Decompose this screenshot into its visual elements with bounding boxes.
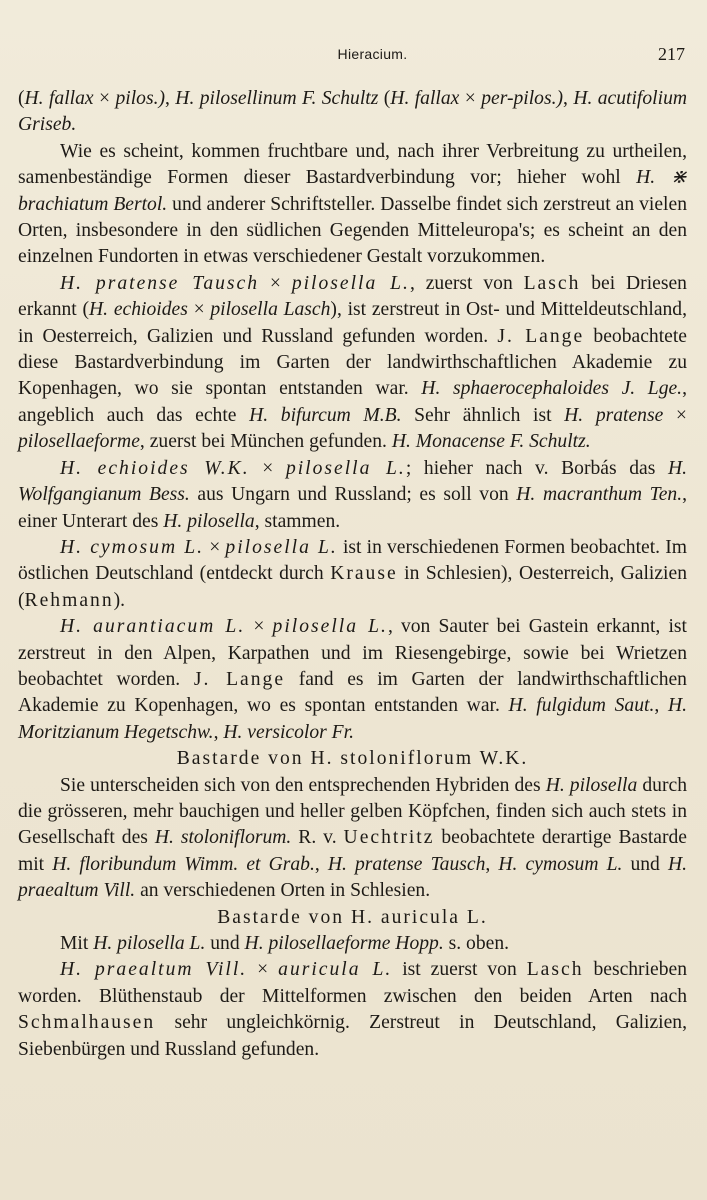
section-heading-auricula: Bastarde von H. auricula L. — [217, 906, 488, 928]
section-heading-stoloniflorum: Bastarde von H. stoloniflorum W.K. — [176, 748, 529, 770]
page-header — [18, 0, 687, 64]
paragraph-echioides-pilosella: H. echioides W.K. × pilosella L.; hieher nach v. Borbás das H. Wolfgangianum Bess. aus Ungarn und Russland; es soll von H. macranthum Ten., einer Unterart des H. pilosella, stammen. — [18, 457, 688, 532]
paragraph-synonyms: (H. fallax × pilos.), H. pilosellinum F. Schultz (H. fallax × per-pilos.), H. acutifolium Griseb. — [18, 88, 688, 136]
paragraph-pratense-pilosella: H. pratense Tausch × pilosella L., zuerst von Lasch bei Driesen erkannt (H. echioides × pilosella Lasch), ist zerstreut in Ost- und Mitteldeutschland, in Oesterreich, Galizien und Russland gefunden worden. J. Lange beobachtete diese Bastardverbindung im Garten der landwirthschaftlichen Akademie zu Kopenhagen, wo sie spontan entstanden war. H. sphaerocephaloides J. Lge., angeblich auch das echte H. bifurcum M.B. Sehr ähnlich ist H. pratense × pilosellaeforme, zuerst bei München gefunden. H. Monacense F. Schultz. — [18, 272, 688, 453]
paragraph-aurantiacum-pilosella: H. aurantiacum L. × pilosella L., von Sauter bei Gastein erkannt, ist zerstreut in den Alpen, Karpathen und im Riesengebirge, sowie bei Wrietzen beobachtet worden. J. Lange fand es im Garten der landwirthschaftlichen Akademie zu Kopenhagen, wo es spontan entstanden war. H. fulgidum Saut., H. Moritzianum Hegetschw., H. versicolor Fr. — [18, 616, 687, 743]
page-body — [18, 86, 687, 1063]
paragraph-praealtum-auricula: H. praealtum Vill. × auricula L. ist zuerst von Lasch beschrieben worden. Blüthenstaub der Mittelformen zwischen den beiden Arten nach Schmalhausen sehr ungleichkörnig. Zerstreut in Deutschland, Galizien, Siebenbürgen und Russland gefunden. — [18, 959, 688, 1060]
paragraph-auricula-pilosella: Mit H. pilosella L. und H. pilosellaeforme Hopp. s. oben. — [60, 933, 510, 954]
running-head: Hieracium. — [337, 46, 408, 62]
paragraph-stoloniflorum-hybrids: Sie unterscheiden sich von den entsprechenden Hybriden des H. pilosella durch die grösseren, mehr bauchigen und heller gelben Köpfchen, finden sich auch stets in Gesellschaft des H. stoloniflorum. R. v. Uechtritz beobachtete derartige Bastarde mit H. floribundum Wimm. et Grab., H. pratense Tausch, H. cymosum L. und H. praealtum Vill. an verschiedenen Orten in Schlesien. — [18, 774, 688, 902]
page-number: 217 — [658, 44, 685, 64]
paragraph-fertile-forms: Wie es scheint, kommen fruchtbare und, nach ihrer Verbreitung zu urtheilen, samenbeständige Formen dieser Bastardverbindung vor; hieher wohl H. ⋇ brachiatum Bertol. und anderer Schriftsteller. Dasselbe findet sich zerstreut an vielen Orten, insbesondere in den südlichen Gegenden Mitteleuropa's; es scheint an den einzelnen Fundorten in etwas verschiedener Gestalt vorzukommen. — [18, 140, 687, 268]
paragraph-cymosum-pilosella: H. cymosum L. × pilosella L. ist in verschiedenen Formen beobachtet. Im östlichen Deutschland (entdeckt durch Krause in Schlesien), Oesterreich, Galizien (Rehmann). — [18, 536, 687, 611]
